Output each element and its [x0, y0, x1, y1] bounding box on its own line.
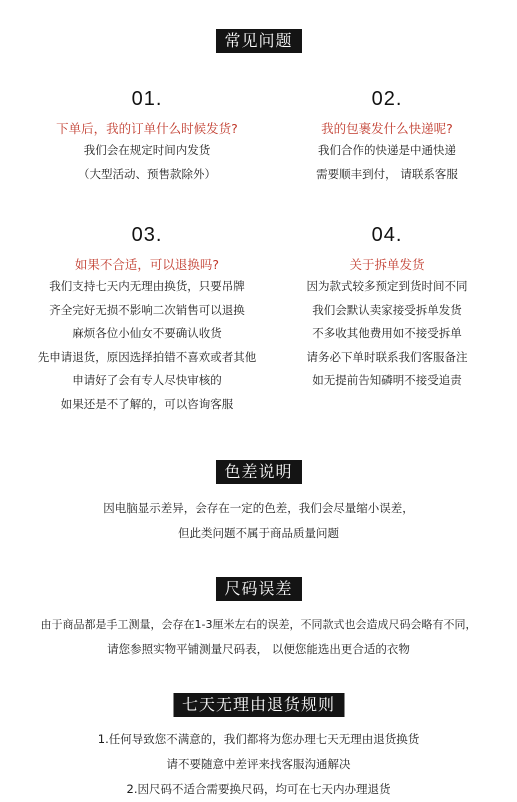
faq-question: 关于拆单发货	[349, 257, 425, 272]
faq-answer	[258, 275, 516, 393]
return-rules-title: 七天无理由退货规则	[173, 693, 344, 717]
answer-line: 如果还是不了解的，可以咨询客服	[60, 396, 234, 411]
faq-number: 02.	[371, 88, 403, 110]
return-rules-text	[0, 727, 517, 802]
text-line: 1.任何导致您不满意的，我们都将为您办理七天无理由退货换货	[97, 732, 420, 746]
answer-line: 不多收其他费用如不接受拆单	[312, 326, 462, 340]
text-line: 因电脑显示差异，会存在一定的色差，我们会尽量缩小误差，	[103, 501, 414, 515]
text-line: 请您参照实物平铺测量尺码表， 以便您能选出更合适的衣物	[107, 642, 410, 656]
text-line: 但此类问题不属于商品质量问题	[178, 526, 339, 540]
answer-line: 请务必下单时联系我们客服备注	[306, 349, 468, 364]
faq-question: 如果不合适，可以退换吗?	[74, 257, 220, 272]
text-line: 由于商品都是手工测量，会存在1-3厘米左右的误差，不同款式也会造成尺码会略有不同，	[40, 618, 477, 631]
size-error-text	[0, 612, 517, 662]
answer-line: 齐全完好无损不影响二次销售可以退换	[49, 302, 245, 317]
text-line: 请不要随意中差评来找客服沟通解决	[166, 757, 351, 771]
faq-title: 常见问题	[215, 29, 301, 53]
answer-line: （大型活动、预售款除外）	[78, 166, 216, 181]
faq-answer	[18, 275, 276, 416]
answer-line: 我们支持七天内无理由换货，只要吊牌	[49, 279, 245, 293]
faq-number: 04.	[371, 224, 403, 246]
color-diff-text	[0, 496, 517, 546]
faq-question: 下单后，我的订单什么时候发货?	[56, 121, 238, 136]
answer-line: 我们合作的快递是中通快递	[318, 143, 456, 157]
faq-number: 01.	[131, 88, 163, 110]
faq-answer	[258, 139, 516, 186]
faq-number: 03.	[131, 224, 163, 246]
faq-question: 我的包裹发什么快递呢?	[321, 121, 453, 136]
answer-line: 需要顺丰到付， 请联系客服	[316, 166, 458, 181]
faq-answer	[18, 139, 276, 186]
answer-line: 麻烦各位小仙女不要确认收货	[72, 326, 222, 340]
answer-line: 申请好了会有专人尽快审核的	[72, 373, 222, 387]
answer-line: 我们会默认卖家接受拆单发货	[312, 302, 462, 317]
size-error-title: 尺码误差	[215, 577, 301, 601]
text-line: 2.因尺码不适合需要换尺码，均可在七天内办理退货	[126, 782, 391, 796]
answer-line: 如无提前告知磷明不接受追责	[312, 373, 462, 387]
answer-line: 先申请退货，原因选择拍错不喜欢或者其他	[37, 349, 257, 364]
answer-line: 因为款式较多预定到货时间不同	[306, 279, 468, 293]
color-diff-title: 色差说明	[215, 460, 301, 484]
answer-line: 我们会在规定时间内发货	[83, 143, 211, 157]
